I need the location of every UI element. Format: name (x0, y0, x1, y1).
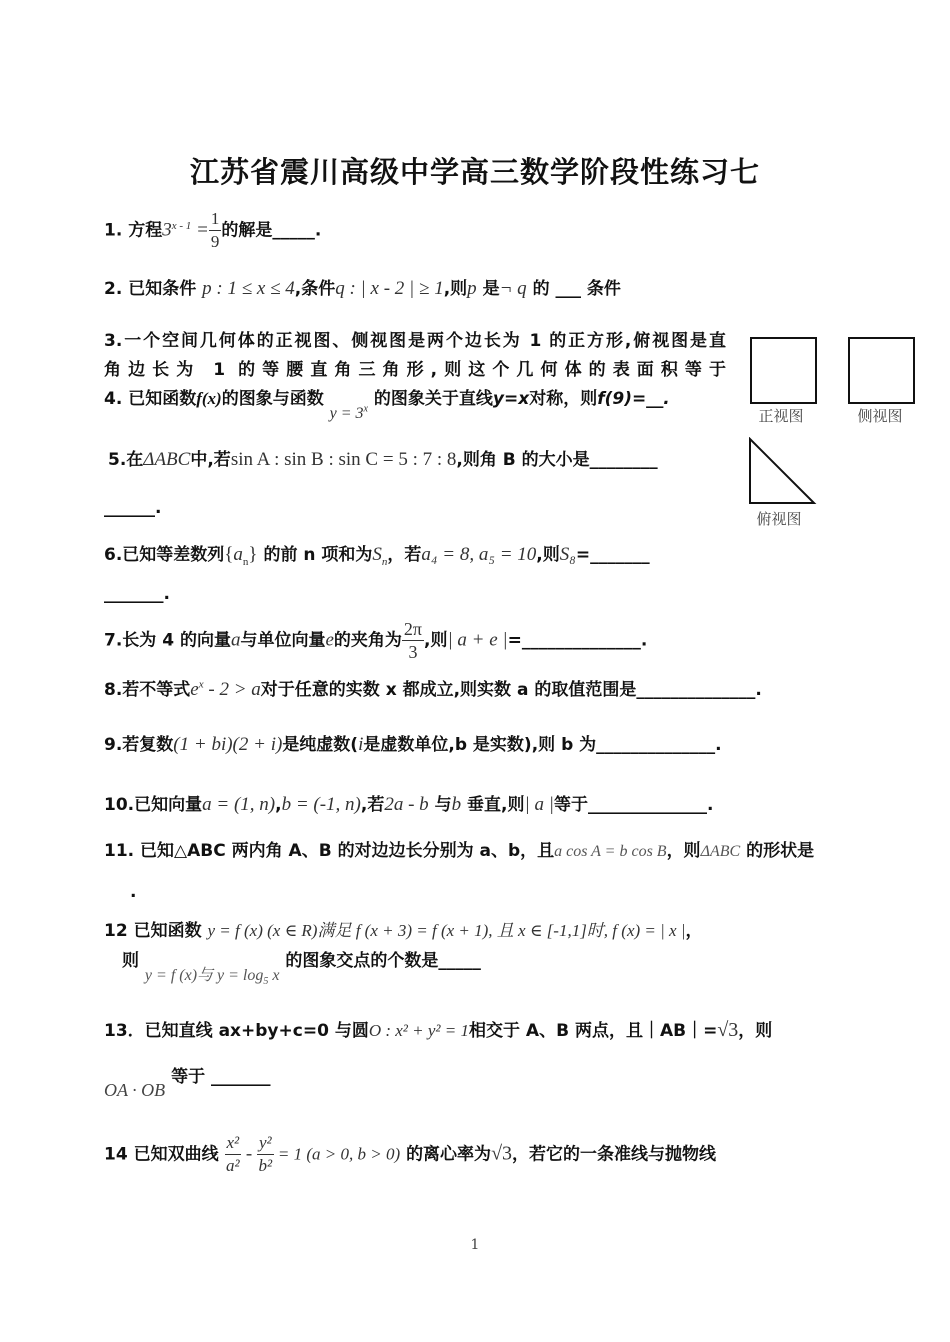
q4-line: y=x (492, 389, 530, 409)
q11-line-2: . (130, 882, 137, 902)
q5-text-c: ,则角 B 的大小是________ (456, 450, 658, 470)
q9-text-b: 是纯虚数( (282, 735, 359, 755)
top-view-label: 俯视图 (756, 510, 802, 528)
q12-text-a: 12 已知函数 (104, 921, 202, 941)
q12-text-c: 则 (122, 951, 139, 971)
q1-numerator: 1 (209, 208, 222, 231)
q12-expr: y = f (x) (x ∈ R)满足 f (x + 3) = f (x + 1), 且 x ∈ [-1,1]时, f (x) = | x | (207, 921, 686, 940)
q1-expr: 3 (162, 219, 172, 241)
q7-text-a: 7.长为 4 的向量 (104, 630, 231, 651)
question-10 (104, 790, 713, 816)
question-13 (104, 1016, 772, 1042)
q13-text-d: 等于 _______ (171, 1067, 271, 1087)
q7-numerator: 2π (403, 619, 422, 639)
q7-abs: | a + e | (447, 629, 508, 651)
q6-text-e: =_______ (575, 545, 650, 565)
q12-log-base: 5 (263, 976, 269, 988)
q2-text-b: ,条件 (294, 279, 336, 299)
q2-text-c: ,则 (443, 279, 468, 299)
q14-equation-tail: = 1 (a > 0, b > 0) (273, 1144, 401, 1164)
q4-expr (330, 405, 368, 422)
q13-dot-product: OA · OB (104, 1080, 166, 1100)
q14-den-b: b² (258, 1156, 273, 1175)
q5-text-b: 中,若 (190, 450, 231, 470)
q14-frac-x (225, 1132, 242, 1177)
q4-function: f(x) (196, 389, 222, 408)
q4-text-a: 4. 已知函数 (104, 389, 197, 409)
q6-line-2: _______. (104, 584, 170, 604)
q2-text-e: 的 ___ 条件 (532, 279, 621, 299)
q14-text-c: ，若它的一条准线与抛物线 (512, 1144, 717, 1165)
q4-text-d: 对称，则 (529, 389, 598, 409)
q10-sep: , (275, 795, 282, 815)
q2-not-q: ¬ q (499, 278, 527, 299)
q5-triangle: ΔABC (143, 449, 191, 470)
q10-text-d: 垂直,则 (467, 795, 525, 815)
question-14 (104, 1132, 716, 1177)
q6-text-b: 的前 n 项和为 (263, 545, 373, 565)
question-2 (104, 274, 621, 300)
q4-expr-base: y = 3 (329, 405, 364, 422)
q12-x: x (268, 967, 280, 984)
q2-condition-p: p : 1 ≤ x ≤ 4 (202, 278, 295, 299)
q11-expr: a cos A = b cos B (554, 843, 667, 860)
q8-exp: x (198, 678, 204, 691)
q12-expr2-main: y = f (x)与 y = log (144, 967, 264, 984)
q8-text-b: 对于任意的实数 x 都成立,则实数 a 的取值范围是______________. (260, 680, 762, 700)
q7-text-c: 的夹角为 (333, 630, 402, 651)
q6-seq-sub: n (242, 555, 249, 568)
q12-text-b: ， (685, 921, 703, 941)
q1-suffix: 的解是_____. (221, 220, 322, 241)
question-4 (104, 384, 670, 422)
q12-expr2 (144, 967, 280, 988)
q10-text-b: ,若 (360, 795, 385, 815)
question-3 (104, 327, 726, 385)
q2-p: p (467, 278, 477, 299)
q6-s8: S₈ (559, 544, 576, 565)
q9-text-a: 9.若复数 (104, 735, 174, 755)
q7-text-d: ,则 (423, 630, 448, 651)
question-8 (104, 675, 762, 701)
q10-expr: 2a - b (384, 794, 429, 815)
q13-text-c: ，则 (738, 1021, 773, 1041)
q13-text-a: 13．已知直线 ax+by+c=0 与圆 (104, 1021, 369, 1041)
q7-text-b: 与单位向量 (240, 630, 326, 651)
q5-text-a: 5.在 (108, 450, 144, 470)
q10-vector-b: b = (-1, n) (281, 794, 361, 815)
q1-fraction (209, 208, 222, 253)
q6-sum-sub: n (381, 555, 388, 568)
q3-line-2: 角边长为 1 的等腰直角三角形,则这个几何体的表面积等于 (104, 360, 726, 380)
q5-line-2: ______. (104, 498, 162, 518)
q14-num-x: x² (225, 1132, 242, 1155)
question-11 (104, 836, 814, 861)
q6-seq-a: a (233, 544, 243, 565)
q2-text-a: 2. 已知条件 (104, 279, 197, 299)
page-title: 江苏省震川高级中学高三数学阶段性练习七 (189, 155, 760, 189)
q4-text-c: 的图象关于直线 (373, 389, 493, 409)
question-5 (108, 445, 658, 471)
q11-triangle: ΔABC (700, 843, 741, 860)
q14-text-a: 14 已知双曲线 (104, 1144, 219, 1165)
q7-angle-fraction (402, 618, 424, 663)
question-7 (104, 618, 647, 663)
q6-condition: a₄ = 8, a₅ = 10 (421, 544, 537, 565)
q1-denominator: 9 (210, 232, 220, 251)
q4-f9: f(9)=__. (597, 389, 670, 409)
q10-vector-a: a = (1, n) (202, 794, 276, 815)
q10-b: b (451, 794, 462, 815)
q9-text-c: 是虚数单位,b 是实数),则 b 为______________. (363, 735, 722, 755)
q11-text-b: ，则 (666, 841, 701, 861)
q14-num-y: y² (257, 1132, 274, 1155)
q6-sum-s: S (372, 544, 382, 565)
side-view-label: 侧视图 (857, 407, 903, 425)
q7-denominator: 3 (408, 642, 418, 662)
q10-abs: | a | (524, 794, 554, 815)
q13-root: √3 (717, 1019, 739, 1041)
question-13-line-2 (104, 1062, 271, 1100)
q7-vector-a: a (230, 629, 241, 651)
front-view-square (750, 337, 817, 404)
q1-equals: = (191, 219, 209, 241)
side-view-square (848, 337, 915, 404)
question-12 (104, 916, 703, 941)
q2-text-d: 是 (482, 279, 500, 299)
q14-den-a: a² (226, 1156, 240, 1175)
q5-ratio: sin A : sin B : sin C = 5 : 7 : 8 (230, 449, 457, 470)
page-number: 1 (470, 1237, 480, 1253)
q6-text-a: 6.已知等差数列 (104, 545, 225, 565)
q7-text-e: =______________. (507, 630, 648, 651)
q10-text-e: 等于______________. (553, 795, 714, 815)
q2-condition-q: q : | x - 2 | ≥ 1 (335, 278, 444, 299)
q6-text-c: ，若 (387, 545, 422, 565)
front-view-label: 正视图 (758, 407, 804, 425)
q6-sequence: $\{a_n\}$ (224, 544, 258, 568)
q9-i: i (358, 734, 364, 755)
q8-base: e (190, 679, 199, 700)
q1-prefix: 1. 方程 (104, 220, 163, 241)
q6-text-d: ,则 (536, 545, 560, 565)
q6-sum (372, 544, 388, 568)
q10-text-a: 10.已知向量 (104, 795, 203, 815)
q14-text-b: 的离心率为 (406, 1144, 492, 1165)
q1-exponent: x - 1 (171, 219, 192, 232)
q8-text-a: 8.若不等式 (104, 680, 191, 700)
q10-text-c: 与 (434, 795, 452, 815)
q9-expr: (1 + bi)(2 + i) (173, 734, 283, 755)
top-view-triangle (748, 437, 818, 507)
question-12-line-2 (122, 946, 481, 988)
q8-rest: - 2 > a (203, 679, 261, 700)
q4-text-b: 的图象与函数 (221, 389, 324, 409)
q4-expr-exp: x (363, 403, 368, 415)
q13-circle: O : x² + y² = 1 (368, 1021, 469, 1040)
q13-text-b: 相交于 A、B 两点，且｜AB｜= (469, 1021, 718, 1041)
q11-text-c: 的形状是 (746, 841, 815, 861)
question-9 (104, 730, 722, 756)
q11-text: 11. 已知△ABC 两内角 A、B 的对边边长分别为 a、b，且 (104, 841, 555, 861)
q8-inequality (190, 679, 260, 700)
q14-root: √3 (491, 1142, 513, 1165)
q12-text-d: 的图象交点的个数是_____ (285, 951, 481, 971)
question-6 (104, 540, 650, 568)
question-1 (104, 208, 321, 253)
q14-frac-y (257, 1132, 274, 1177)
q3-line-1: 3.一个空间几何体的正视图、侧视图是两个边长为 1 的正方形,俯视图是直 (104, 331, 726, 351)
q14-minus: - (241, 1143, 257, 1165)
q7-vector-e: e (325, 629, 334, 651)
